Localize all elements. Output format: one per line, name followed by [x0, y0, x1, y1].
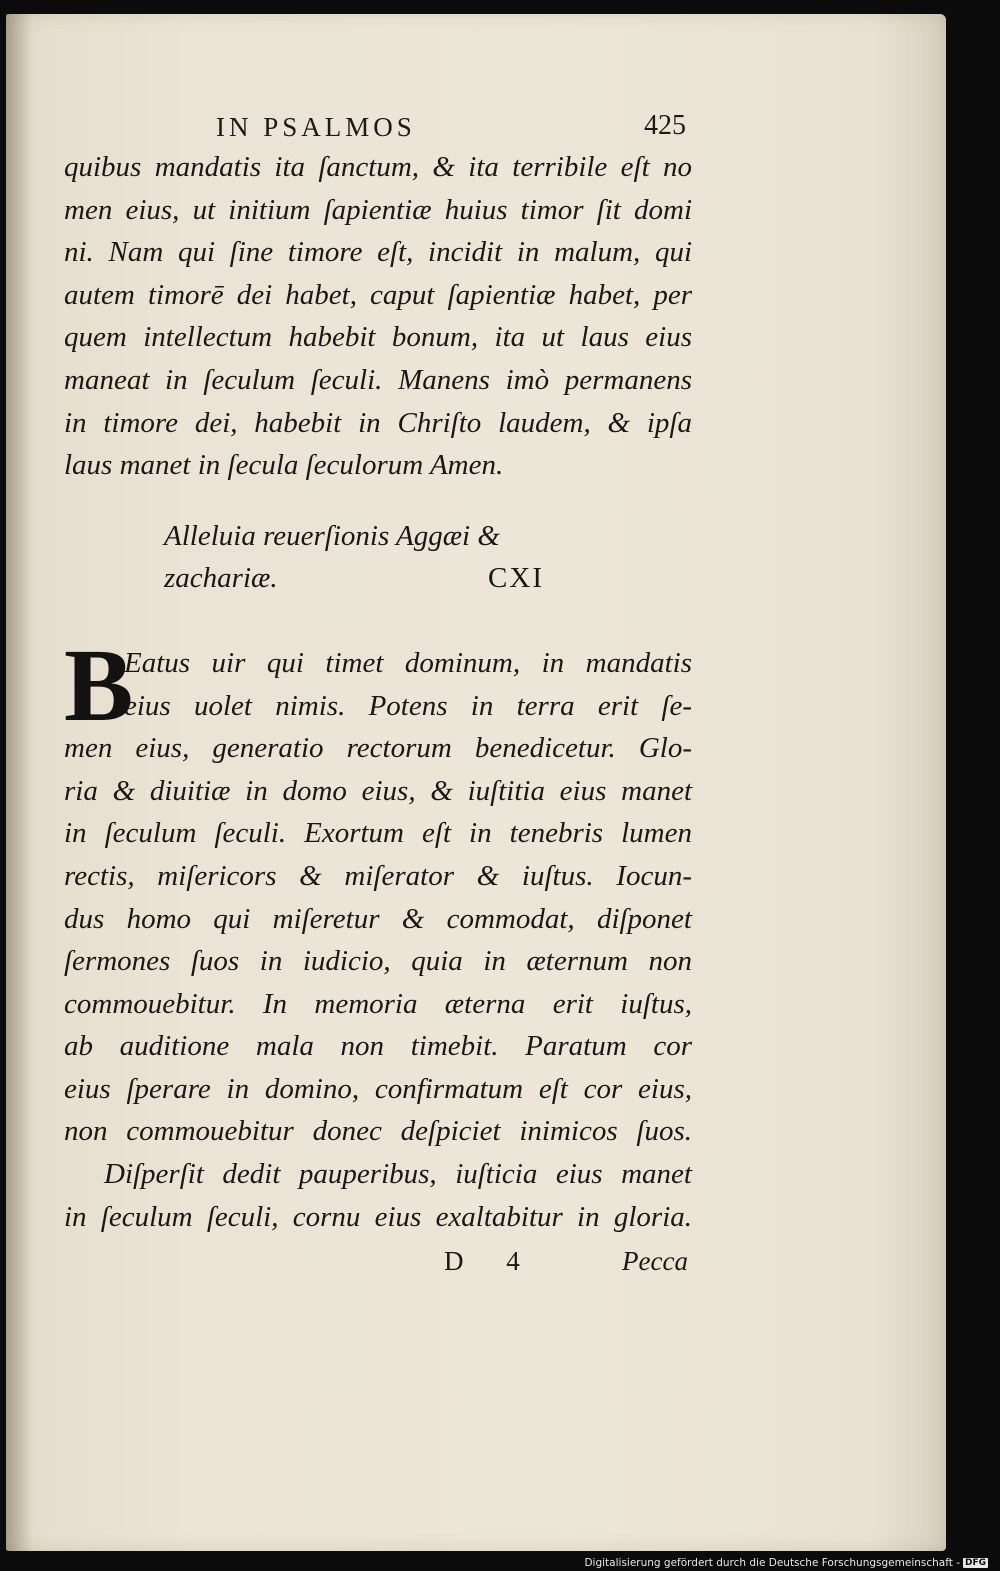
- text-line: in timore dei, habebit in Chriſto laudem, & ipſa: [64, 406, 692, 439]
- text-line: Diſperſit dedit pauperibus, iuſticia eius manet: [104, 1158, 692, 1191]
- text-line: ni. Nam qui ſine timore eſt, incidit in malum, qui: [64, 236, 692, 269]
- drop-capital: B: [64, 627, 134, 743]
- previous-psalm-ending: [64, 146, 692, 487]
- psalm-heading: [64, 515, 544, 600]
- text-line: laus manet in ſecula ſeculorum Amen.: [64, 449, 504, 482]
- text-line: Eatus uir qui timet dominum, in mandatis: [124, 646, 692, 679]
- psalm-heading-text: zachariæ.: [164, 562, 278, 595]
- text-line: commouebitur. In memoria æterna erit iuſtus,: [64, 987, 692, 1020]
- page-footer: [64, 1240, 692, 1284]
- text-line: in ſeculum ſeculi. Exortum eſt in tenebris lumen: [64, 817, 692, 850]
- text-line: rectis, miſericors & miſerator & iuſtus. Iocun-: [64, 859, 692, 892]
- digitization-credit: [584, 1557, 988, 1569]
- catchword: Pecca: [622, 1246, 688, 1277]
- text-block: [64, 104, 692, 1284]
- running-header: [64, 104, 692, 146]
- text-line: non commouebitur donec deſpiciet inimicos ſuos.: [64, 1115, 692, 1148]
- text-line: eius ſperare in domino, confirmatum eſt cor eius,: [64, 1072, 692, 1105]
- psalm-number: CXI: [488, 562, 544, 595]
- signature-mark: D 4: [444, 1246, 538, 1277]
- text-line: quibus mandatis ita ſanctum, & ita terribile eſt no: [64, 151, 692, 183]
- credit-text: Digitalisierung gefördert durch die Deutsche Forschungsgemeinschaft -: [584, 1557, 960, 1569]
- folio-number: 425: [644, 110, 686, 141]
- binding-shadow: [6, 14, 32, 1551]
- psalm-heading-line: Alleluia reuerſionis Aggæi &: [164, 519, 500, 552]
- psalm-body: [64, 627, 692, 1238]
- text-line: eius uolet nimis. Potens in terra erit ſe-: [124, 689, 692, 722]
- psalm-heading-line: [164, 557, 544, 600]
- text-line: ria & diuitiæ in domo eius, & iuſtitia eius manet: [64, 774, 692, 807]
- text-line: dus homo qui miſeretur & commodat, diſponet: [64, 902, 692, 935]
- text-line: quem intellectum habebit bonum, ita ut laus eius: [64, 321, 692, 354]
- dfg-logo-icon: DFG: [964, 1558, 986, 1568]
- running-title: IN PSALMOS: [216, 112, 416, 142]
- book-page: [6, 14, 946, 1551]
- text-line: autem timorē dei habet, caput ſapientiæ habet, per: [64, 278, 692, 311]
- text-line: ſermones ſuos in iudicio, quia in æternum non: [64, 945, 692, 978]
- text-line: maneat in ſeculum ſeculi. Manens imò permanens: [64, 363, 692, 396]
- text-line: in ſeculum ſeculi, cornu eius exaltabitur in gloria.: [64, 1200, 692, 1233]
- text-line: men eius, generatio rectorum benedicetur. Glo-: [64, 732, 692, 765]
- text-line: men eius, ut initium ſapientiæ huius timor ſit domi: [64, 193, 692, 226]
- text-line: ab auditione mala non timebit. Paratum cor: [64, 1030, 692, 1063]
